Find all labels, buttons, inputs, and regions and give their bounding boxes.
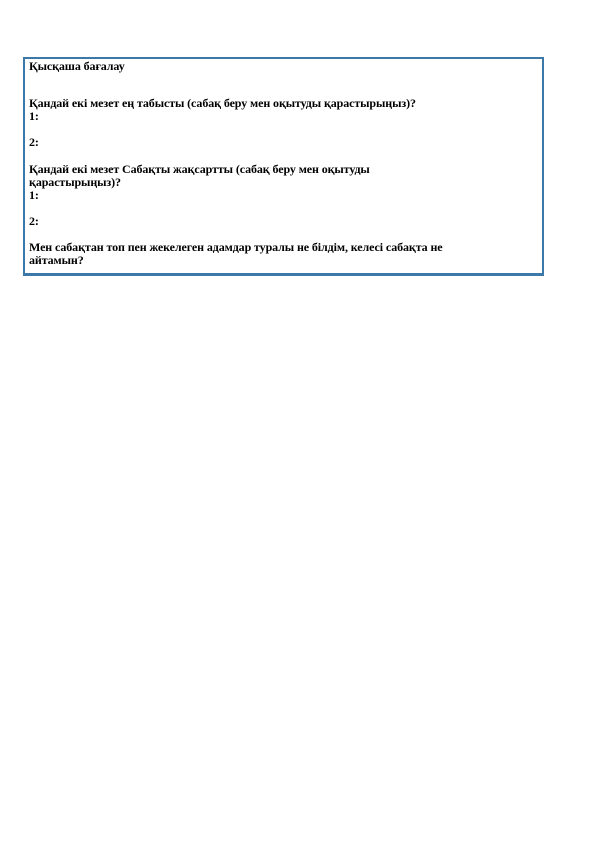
question-1-answer-2-label: 2:	[29, 135, 39, 149]
question-2-line-2: қарастырыңыз)?	[29, 175, 121, 189]
question-2-answer-1-label: 1:	[29, 188, 39, 202]
question-2-line-1: Қандай екі мезет Сабақты жақсартты (сабақ беру мен оқытуды	[29, 162, 370, 176]
question-3-line-2: айтамын?	[29, 253, 84, 267]
reflection-form-box	[23, 57, 544, 276]
form-title: Қысқаша бағалау	[29, 59, 125, 73]
question-1-answer-1-label: 1:	[29, 109, 39, 123]
question-1: Қандай екі мезет ең табысты (сабақ беру мен оқытуды қарастырыңыз)?	[29, 96, 416, 110]
question-3-line-1: Мен сабақтан топ пен жекелеген адамдар туралы не білдім, келесі сабақта не	[29, 240, 443, 254]
question-2-answer-2-label: 2:	[29, 214, 39, 228]
